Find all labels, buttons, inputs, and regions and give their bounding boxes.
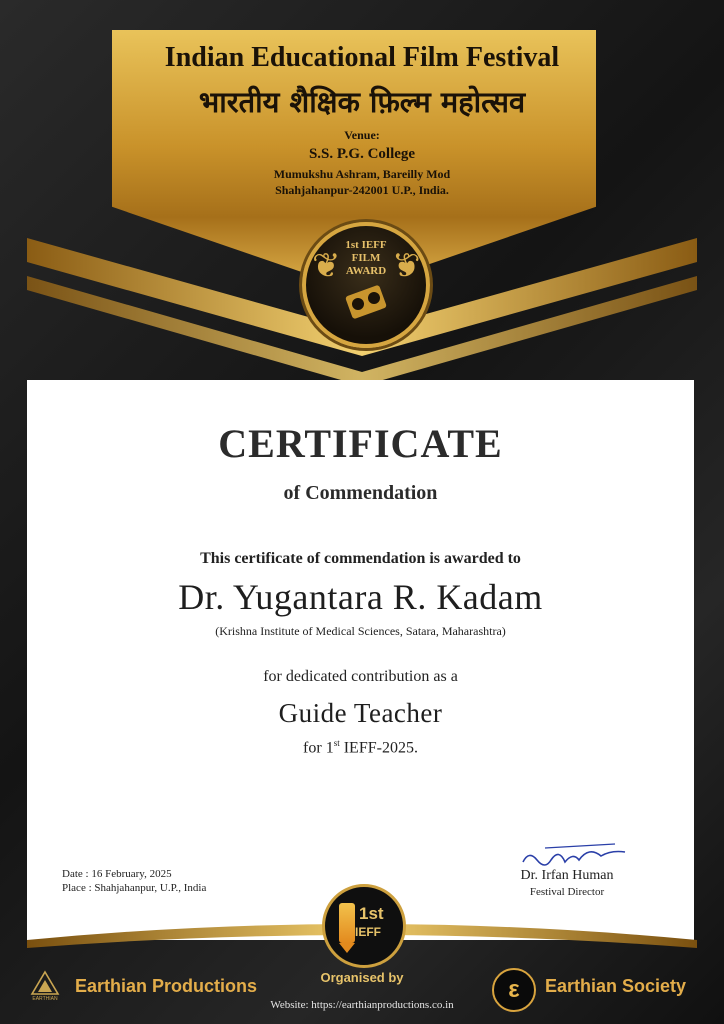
signatory-name: Dr. Irfan Human xyxy=(520,868,614,883)
recipient-name: Dr. Yugantara R. Kadam xyxy=(178,577,543,617)
laurel-right-icon: ❦ xyxy=(391,248,420,285)
earthian-productions-name: Earthian Productions xyxy=(75,976,258,996)
certificate-title: CERTIFICATE xyxy=(218,421,503,466)
earthian-productions-small-label: EARTHIAN xyxy=(32,996,58,1002)
venue-label: Venue: xyxy=(344,128,380,142)
certificate-place: Place : Shahjahanpur, U.P., India xyxy=(62,882,207,894)
logo-text-1st: 1st xyxy=(359,904,384,923)
contribution-statement: for dedicated contribution as a xyxy=(263,668,458,685)
signatory-title: Festival Director xyxy=(529,886,605,898)
edition-prefix: for 1 xyxy=(303,739,334,757)
recipient-role: Guide Teacher xyxy=(278,698,443,728)
pencil-icon xyxy=(339,903,355,943)
festival-edition xyxy=(27,738,694,757)
website-url: Website: https://earthianproductions.co.in xyxy=(270,999,454,1011)
festival-title-hindi: भारतीय शैक्षिक फ़िल्म महोत्सव xyxy=(198,85,526,119)
earthian-society-name: Earthian Society xyxy=(545,976,687,996)
organised-by-label: Organised by xyxy=(320,970,404,985)
seal-line-1: 1st IEFF xyxy=(345,239,387,251)
seal-line-2: FILM xyxy=(351,252,381,264)
venue-name: S.S. P.G. College xyxy=(308,146,416,162)
laurel-left-icon: ❦ xyxy=(312,248,341,285)
logo-text-ieff: IEFF xyxy=(355,925,381,939)
certificate-body xyxy=(27,380,694,940)
earthian-society-logo-icon: ε xyxy=(492,968,536,1012)
certificate-date: Date : 16 February, 2025 xyxy=(62,868,172,880)
venue-address-line-2: Shahjahanpur-242001 U.P., India. xyxy=(275,183,449,197)
certificate-subtitle: of Commendation xyxy=(283,482,438,504)
venue-address-line-1: Mumukshu Ashram, Bareilly Mod xyxy=(273,167,451,181)
ieff-film-award-seal-icon xyxy=(302,222,430,348)
edition-suffix: IEFF-2025. xyxy=(339,739,418,757)
ieff-pencil-logo-icon xyxy=(322,884,406,968)
recipient-institution: (Krishna Institute of Medical Sciences, Satara, Maharashtra) xyxy=(215,624,506,638)
edition-superscript: st xyxy=(333,738,340,748)
festival-title-english: Indian Educational Film Festival xyxy=(164,42,560,73)
seal-line-3: AWARD xyxy=(345,265,387,277)
awarded-statement: This certificate of commendation is awarded to xyxy=(200,550,521,567)
film-reel-icon xyxy=(344,282,388,322)
